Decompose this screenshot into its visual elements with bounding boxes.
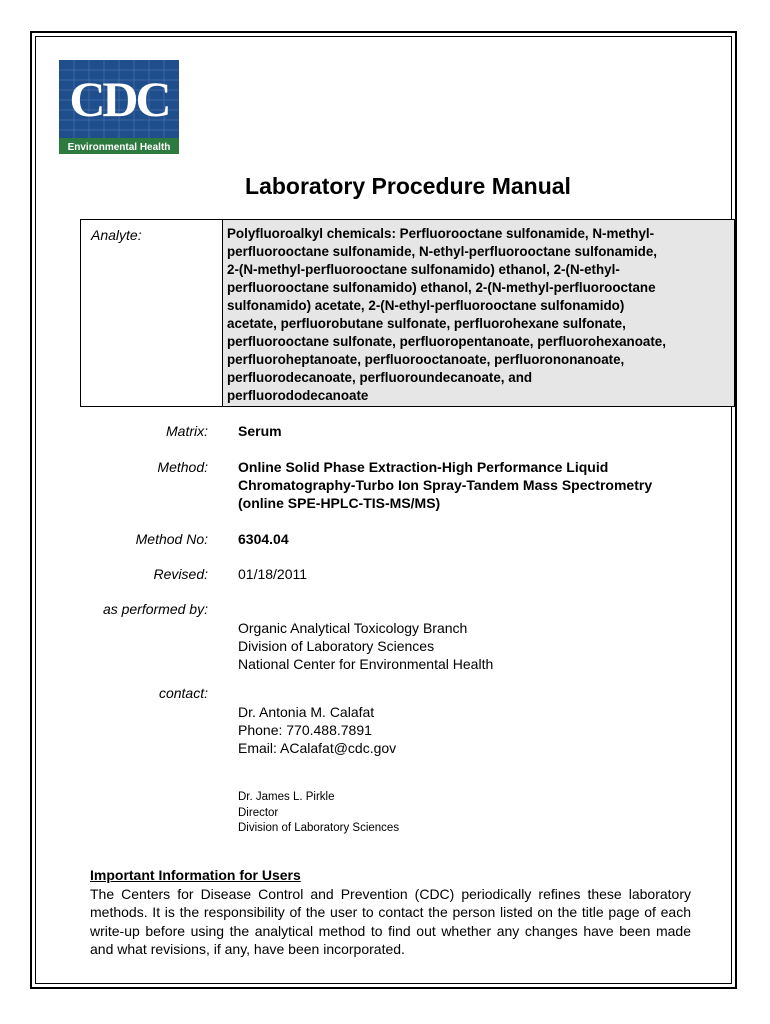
analyte-line: sulfonamido) acetate, 2-(N-ethyl-perfluorooctane sulfonamido): [227, 298, 625, 313]
analyte-line: Polyfluoroalkyl chemicals: Perfluorooctane sulfonamide, N-methyl-: [227, 226, 655, 241]
method-no-label: Method No:: [135, 531, 208, 547]
method-line: Online Solid Phase Extraction-High Performance Liquid: [238, 459, 609, 475]
svg-text:Environmental Health: Environmental Health: [67, 142, 171, 153]
analyte-label-cell: [81, 220, 223, 406]
performed-by-label: as performed by:: [102, 601, 208, 617]
revised-date: 01/18/2011: [238, 566, 308, 582]
contact-phone: Phone: 770.488.7891: [238, 722, 372, 738]
contact-value: [238, 703, 396, 757]
analyte-line: perfluoroheptanoate, perfluorooctanoate, perfluorononanoate,: [227, 352, 625, 367]
contact-email: Email: ACalafat@cdc.gov: [238, 740, 397, 756]
method-value: [238, 458, 652, 512]
important-body: The Centers for Disease Control and Prevention (CDC) periodically refines these laboratory methods. It is the responsibility of the user to contact the person listed on the title page of each write-up before using the analytical method to find out whether any changes have been made and what revisions, if any, have been incorporated.: [90, 885, 691, 957]
performed-by-line: Division of Laboratory Sciences: [238, 638, 435, 654]
matrix-label: Matrix:: [166, 423, 208, 439]
director-title: Director: [238, 806, 279, 819]
analyte-line: perfluorooctane sulfonamido) ethanol, 2-(N-methyl-perfluorooctane: [227, 280, 656, 295]
analyte-line: perfluorodecanoate, perfluoroundecanoate, and: [227, 370, 533, 385]
performed-by-line: Organic Analytical Toxicology Branch: [238, 620, 468, 636]
method-label: Method:: [157, 459, 208, 475]
director-block: [238, 790, 399, 837]
analyte-value-cell: [223, 220, 734, 406]
analyte-list: [227, 225, 727, 405]
method-no-value: 6304.04: [238, 531, 289, 547]
method-line: (online SPE-HPLC-TIS-MS/MS): [238, 495, 441, 511]
performed-by-value: [238, 619, 493, 673]
contact-name: Dr. Antonia M. Calafat: [238, 704, 375, 720]
performed-by-line: National Center for Environmental Health: [238, 656, 494, 672]
director-division: Division of Laboratory Sciences: [238, 822, 400, 834]
analyte-table: [80, 219, 735, 407]
document-title: Laboratory Procedure Manual: [245, 173, 571, 199]
analyte-label: Analyte:: [91, 227, 142, 243]
contact-label: contact:: [158, 685, 208, 701]
important-information: [90, 866, 691, 959]
method-line: Chromatography-Turbo Ion Spray-Tandem Mass Spectrometry: [238, 477, 653, 493]
analyte-line: 2-(N-methyl-perfluorooctane sulfonamido) ethanol, 2-(N-ethyl-: [227, 262, 620, 277]
analyte-line: acetate, perfluorobutane sulfonate, perfluorohexane sulfonate,: [227, 316, 626, 331]
revised-label: Revised:: [153, 566, 208, 582]
analyte-line: perfluorooctane sulfonamide, N-ethyl-perfluorooctane sulfonamide,: [227, 244, 658, 259]
analyte-line: perfluorooctane sulfonate, perfluoropentanoate, perfluorohexanoate,: [227, 334, 666, 349]
important-heading: Important Information for Users: [90, 867, 301, 883]
cdc-environmental-health-logo: [59, 60, 179, 154]
director-name: Dr. James L. Pirkle: [238, 791, 335, 803]
matrix-value: Serum: [238, 423, 282, 439]
analyte-line: perfluorododecanoate: [227, 388, 369, 403]
svg-text:CDC: CDC: [69, 71, 169, 127]
